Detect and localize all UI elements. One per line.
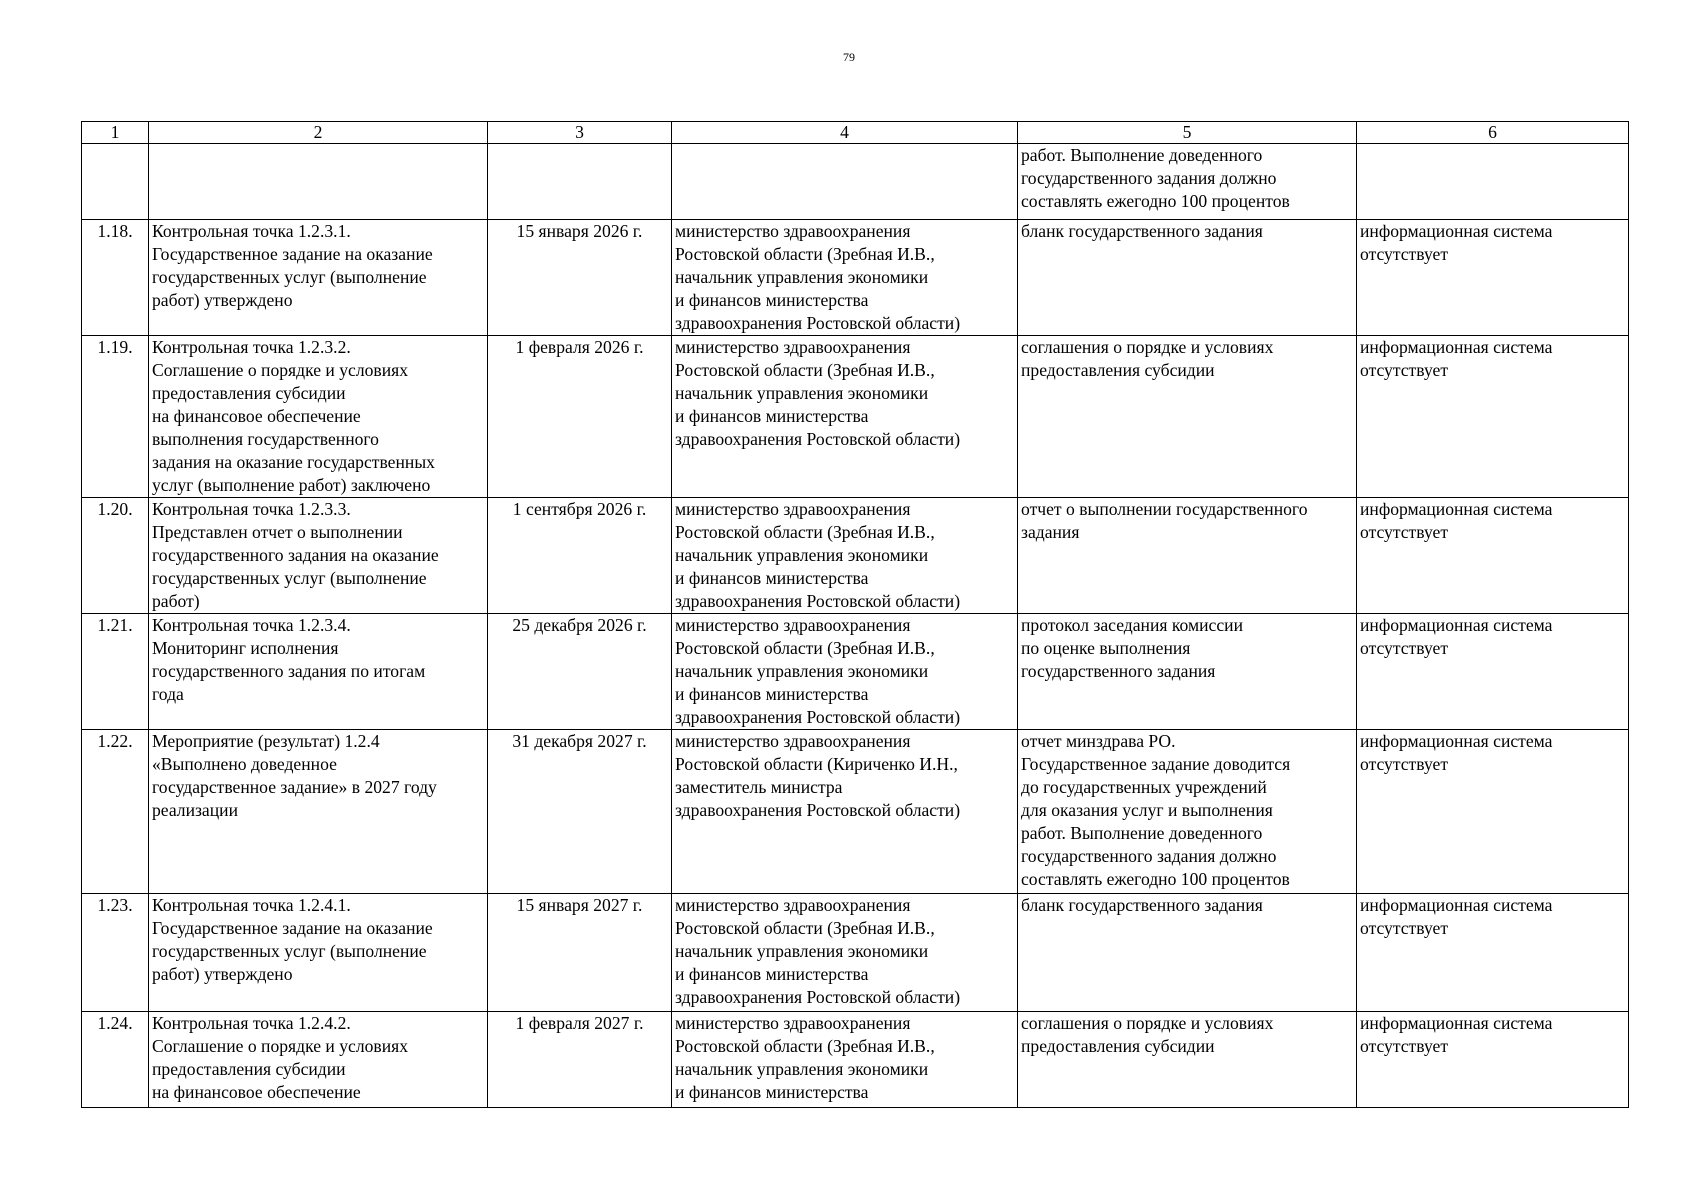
cell-date: 1 февраля 2027 г. xyxy=(488,1012,672,1108)
table-row xyxy=(82,220,1629,336)
table-row xyxy=(82,730,1629,894)
cell-document: бланк государственного задания xyxy=(1018,894,1357,1012)
cell-name: Контрольная точка 1.2.4.2. Соглашение о порядке и условиях предоставления субсидии на финансовое обеспечение xyxy=(149,1012,488,1108)
cell-num: 1.19. xyxy=(82,336,149,498)
cell-system: информационная система отсутствует xyxy=(1357,336,1629,498)
table-row xyxy=(82,1012,1629,1108)
cell-responsible: министерство здравоохранения Ростовской области (Зребная И.В., начальник управления экономики и финансов министерства здравоохранения Ростовской области) xyxy=(672,220,1018,336)
cell-system xyxy=(1357,144,1629,220)
cell-document: соглашения о порядке и условиях предоставления субсидии xyxy=(1018,336,1357,498)
cell-num xyxy=(82,144,149,220)
column-header-1: 1 xyxy=(82,122,149,144)
cell-system: информационная система отсутствует xyxy=(1357,614,1629,730)
cell-date: 25 декабря 2026 г. xyxy=(488,614,672,730)
cell-responsible: министерство здравоохранения Ростовской области (Зребная И.В., начальник управления экономики и финансов министерства xyxy=(672,1012,1018,1108)
table-row xyxy=(82,894,1629,1012)
cell-document: отчет минздрава РО. Государственное задание доводится до государственных учреждений для оказания услуг и выполнения работ. Выполнение доведенного государственного задания должно составлять ежегодно 100 процентов xyxy=(1018,730,1357,894)
cell-num: 1.21. xyxy=(82,614,149,730)
cell-date: 15 января 2027 г. xyxy=(488,894,672,1012)
column-header-4: 4 xyxy=(672,122,1018,144)
cell-num: 1.22. xyxy=(82,730,149,894)
cell-name xyxy=(149,144,488,220)
cell-document: протокол заседания комиссии по оценке выполнения государственного задания xyxy=(1018,614,1357,730)
cell-document: работ. Выполнение доведенного государственного задания должно составлять ежегодно 100 процентов xyxy=(1018,144,1357,220)
cell-date: 31 декабря 2027 г. xyxy=(488,730,672,894)
cell-date xyxy=(488,144,672,220)
cell-num: 1.23. xyxy=(82,894,149,1012)
cell-num: 1.18. xyxy=(82,220,149,336)
cell-responsible: министерство здравоохранения Ростовской области (Кириченко И.Н., заместитель министра здравоохранения Ростовской области) xyxy=(672,730,1018,894)
cell-system: информационная система отсутствует xyxy=(1357,730,1629,894)
cell-date: 1 сентября 2026 г. xyxy=(488,498,672,614)
table-row xyxy=(82,336,1629,498)
table-row xyxy=(82,614,1629,730)
cell-system: информационная система отсутствует xyxy=(1357,220,1629,336)
cell-name: Контрольная точка 1.2.3.2. Соглашение о порядке и условиях предоставления субсидии на финансовое обеспечение выполнения государственного задания на оказание государственных услуг (выполнение работ) заключено xyxy=(149,336,488,498)
cell-num: 1.24. xyxy=(82,1012,149,1108)
cell-system: информационная система отсутствует xyxy=(1357,498,1629,614)
cell-name: Контрольная точка 1.2.4.1. Государственное задание на оказание государственных услуг (выполнение работ) утверждено xyxy=(149,894,488,1012)
column-header-3: 3 xyxy=(488,122,672,144)
cell-responsible: министерство здравоохранения Ростовской области (Зребная И.В., начальник управления экономики и финансов министерства здравоохранения Ростовской области) xyxy=(672,498,1018,614)
cell-responsible: министерство здравоохранения Ростовской области (Зребная И.В., начальник управления экономики и финансов министерства здравоохранения Ростовской области) xyxy=(672,336,1018,498)
table-row xyxy=(82,498,1629,614)
table-header-row xyxy=(82,122,1629,144)
cell-document: соглашения о порядке и условиях предоставления субсидии xyxy=(1018,1012,1357,1108)
table-row-continuation xyxy=(82,144,1629,220)
cell-system: информационная система отсутствует xyxy=(1357,894,1629,1012)
column-header-2: 2 xyxy=(149,122,488,144)
cell-responsible xyxy=(672,144,1018,220)
column-header-6: 6 xyxy=(1357,122,1629,144)
cell-name: Мероприятие (результат) 1.2.4 «Выполнено доведенное государственное задание» в 2027 году реализации xyxy=(149,730,488,894)
cell-document: бланк государственного задания xyxy=(1018,220,1357,336)
cell-num: 1.20. xyxy=(82,498,149,614)
cell-system: информационная система отсутствует xyxy=(1357,1012,1629,1108)
column-header-5: 5 xyxy=(1018,122,1357,144)
cell-date: 1 февраля 2026 г. xyxy=(488,336,672,498)
cell-name: Контрольная точка 1.2.3.4. Мониторинг исполнения государственного задания по итогам года xyxy=(149,614,488,730)
page-number: 79 xyxy=(843,50,855,64)
cell-name: Контрольная точка 1.2.3.3. Представлен отчет о выполнении государственного задания на оказание государственных услуг (выполнение работ) xyxy=(149,498,488,614)
cell-document: отчет о выполнении государственного задания xyxy=(1018,498,1357,614)
cell-responsible: министерство здравоохранения Ростовской области (Зребная И.В., начальник управления экономики и финансов министерства здравоохранения Ростовской области) xyxy=(672,894,1018,1012)
cell-date: 15 января 2026 г. xyxy=(488,220,672,336)
control-points-table xyxy=(81,121,1629,1108)
cell-responsible: министерство здравоохранения Ростовской области (Зребная И.В., начальник управления экономики и финансов министерства здравоохранения Ростовской области) xyxy=(672,614,1018,730)
cell-name: Контрольная точка 1.2.3.1. Государственное задание на оказание государственных услуг (выполнение работ) утверждено xyxy=(149,220,488,336)
